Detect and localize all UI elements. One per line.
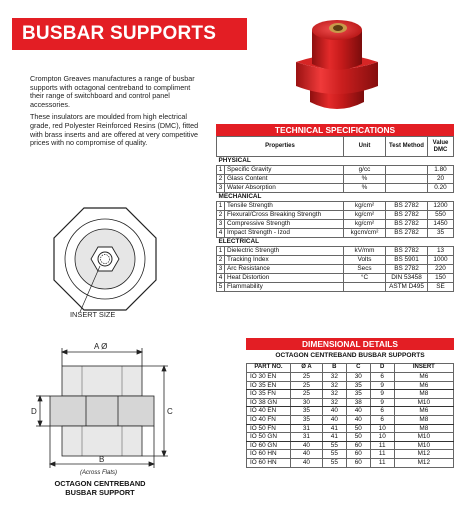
dim-a-label: A Ø — [94, 342, 108, 351]
col-test-method: Test Method — [386, 137, 428, 157]
dim-c-label: C — [167, 407, 173, 416]
spec-section-row — [217, 238, 454, 247]
dimensional-subheader-text: OCTAGON CENTREBAND BUSBAR SUPPORTS — [275, 352, 425, 359]
dim-cell: 10 — [370, 433, 394, 442]
intro-paragraph-1: Crompton Greaves manufactures a range of busbar supports with octagonal centreband to compliment their range of switchboard and control panel accessories. — [30, 74, 195, 109]
dim-cell: 40 — [291, 450, 323, 459]
dim-cell: 41 — [322, 433, 346, 442]
intro-text — [30, 75, 200, 152]
insert-size-label: INSERT SIZE — [70, 310, 116, 319]
spec-test-method — [386, 184, 428, 193]
spec-section-name: MECHANICAL — [217, 193, 454, 202]
spec-property: Compressive Strength — [225, 220, 344, 229]
dim-cell: 31 — [291, 433, 323, 442]
dim-cell: 60 — [346, 441, 370, 450]
dim-b-label: B — [99, 455, 105, 464]
dim-row — [247, 450, 454, 459]
spec-row — [217, 175, 454, 184]
dim-col-header: PART NO. — [247, 364, 291, 373]
spec-test-method: DIN 53458 — [386, 274, 428, 283]
dim-cell: 11 — [370, 441, 394, 450]
spec-unit — [344, 283, 386, 292]
spec-property: Flammability — [225, 283, 344, 292]
spec-row — [217, 202, 454, 211]
spec-row-number: 4 — [217, 229, 225, 238]
dim-cell: 35 — [346, 381, 370, 390]
dim-cell: 25 — [291, 373, 323, 382]
dimensional-subheader — [246, 350, 454, 361]
dim-part-number: IO 30 EN — [247, 373, 291, 382]
spec-property: Specific Gravity — [225, 166, 344, 175]
dim-cell: 25 — [291, 381, 323, 390]
spec-test-method: BS 5901 — [386, 256, 428, 265]
spec-property: Glass Content — [225, 175, 344, 184]
spec-row-number: 3 — [217, 220, 225, 229]
spec-unit: Secs — [344, 265, 386, 274]
dim-cell: M6 — [394, 373, 453, 382]
dim-row — [247, 433, 454, 442]
dim-cell: 32 — [322, 373, 346, 382]
dim-cell: 38 — [346, 398, 370, 407]
product-photo — [282, 6, 392, 118]
dim-part-number: IO 50 GN — [247, 433, 291, 442]
spec-property: Dielectric Strength — [225, 247, 344, 256]
spec-row-number: 1 — [217, 166, 225, 175]
spec-row-number: 3 — [217, 184, 225, 193]
spec-test-method: ASTM D495 — [386, 283, 428, 292]
spec-row-number: 2 — [217, 175, 225, 184]
dim-cell: M12 — [394, 450, 453, 459]
dim-row — [247, 373, 454, 382]
dim-cell: 35 — [346, 390, 370, 399]
spec-section-name: ELECTRICAL — [217, 238, 454, 247]
dim-cell: 50 — [346, 433, 370, 442]
spec-property: Water Absorption — [225, 184, 344, 193]
dim-row — [247, 424, 454, 433]
dim-cell: 40 — [346, 407, 370, 416]
dim-cell: 40 — [322, 415, 346, 424]
dim-cell: 9 — [370, 390, 394, 399]
dim-d-label: D — [31, 407, 37, 416]
spec-value: 1000 — [428, 256, 454, 265]
spec-value: 1200 — [428, 202, 454, 211]
dim-part-number: IO 40 EN — [247, 407, 291, 416]
dim-cell: 11 — [370, 450, 394, 459]
dimensional-header: DIMENSIONAL DETAILS — [246, 338, 454, 350]
spec-test-method — [386, 166, 428, 175]
spec-unit: g/cc — [344, 166, 386, 175]
dim-cell: 6 — [370, 373, 394, 382]
spec-property: Impact Strength - Izod — [225, 229, 344, 238]
spec-test-method: BS 2782 — [386, 229, 428, 238]
spec-row-number: 3 — [217, 265, 225, 274]
spec-row — [217, 247, 454, 256]
dim-col-header: B — [322, 364, 346, 373]
spec-row-number: 5 — [217, 283, 225, 292]
spec-section-row — [217, 157, 454, 166]
dim-cell: M12 — [394, 458, 453, 467]
dim-part-number: IO 40 FN — [247, 415, 291, 424]
dim-cell: 25 — [291, 390, 323, 399]
spec-unit: kg/cm² — [344, 211, 386, 220]
spec-value: 0.20 — [428, 184, 454, 193]
dim-part-number: IO 50 FN — [247, 424, 291, 433]
tech-spec-header: TECHNICAL SPECIFICATIONS — [216, 124, 454, 136]
spec-row — [217, 211, 454, 220]
spec-unit: °C — [344, 274, 386, 283]
spec-unit: % — [344, 184, 386, 193]
dim-cell: M10 — [394, 441, 453, 450]
spec-value: 220 — [428, 265, 454, 274]
spec-row-number: 1 — [217, 202, 225, 211]
caption-line-2: BUSBAR SUPPORT — [65, 488, 135, 497]
spec-row-number: 4 — [217, 274, 225, 283]
dim-cell: 55 — [322, 458, 346, 467]
dim-cell: M6 — [394, 407, 453, 416]
spec-value: 550 — [428, 211, 454, 220]
dim-cell: M10 — [394, 433, 453, 442]
spec-row — [217, 184, 454, 193]
dim-row — [247, 441, 454, 450]
dim-part-number: IO 35 FN — [247, 390, 291, 399]
dim-cell: 55 — [322, 441, 346, 450]
spec-row-number: 2 — [217, 256, 225, 265]
spec-test-method: BS 2782 — [386, 247, 428, 256]
col-properties: Properties — [217, 137, 344, 157]
spec-value: 1450 — [428, 220, 454, 229]
dim-cell: 11 — [370, 458, 394, 467]
tech-spec-table — [216, 136, 454, 292]
page-title: BUSBAR SUPPORTS — [12, 18, 247, 50]
col-unit: Unit — [344, 137, 386, 157]
side-view-drawing — [22, 336, 172, 486]
spec-test-method: BS 2782 — [386, 211, 428, 220]
spec-value: 1.80 — [428, 166, 454, 175]
dim-part-number: IO 60 HN — [247, 450, 291, 459]
dim-part-number: IO 60 HN — [247, 458, 291, 467]
dim-cell: 6 — [370, 415, 394, 424]
spec-test-method — [386, 175, 428, 184]
spec-unit: kg/cm² — [344, 220, 386, 229]
dim-cell: 30 — [291, 398, 323, 407]
spec-row-number: 1 — [217, 247, 225, 256]
spec-value: 13 — [428, 247, 454, 256]
dim-row — [247, 381, 454, 390]
spec-section-row — [217, 193, 454, 202]
dim-col-header: D — [370, 364, 394, 373]
dim-cell: M10 — [394, 398, 453, 407]
dim-cell: M8 — [394, 415, 453, 424]
dim-row — [247, 407, 454, 416]
dim-cell: 32 — [322, 390, 346, 399]
dim-col-header: C — [346, 364, 370, 373]
spec-section-name: PHYSICAL — [217, 157, 454, 166]
spec-row — [217, 274, 454, 283]
spec-value: 20 — [428, 175, 454, 184]
dim-cell: 31 — [291, 424, 323, 433]
spec-property: Tensile Strength — [225, 202, 344, 211]
spec-property: Arc Resistance — [225, 265, 344, 274]
spec-row — [217, 166, 454, 175]
spec-value: SE — [428, 283, 454, 292]
dim-cell: 9 — [370, 398, 394, 407]
spec-property: Flexural/Cross Breaking Strength — [225, 211, 344, 220]
spec-value: 35 — [428, 229, 454, 238]
dimensional-table — [246, 363, 454, 468]
dim-cell: 55 — [322, 450, 346, 459]
dim-cell: M8 — [394, 424, 453, 433]
spec-row — [217, 229, 454, 238]
across-flats-label: (Across Flats) — [80, 470, 118, 476]
dim-cell: M8 — [394, 390, 453, 399]
caption-line-1: OCTAGON CENTREBAND — [54, 479, 146, 488]
dim-cell: 32 — [322, 398, 346, 407]
dim-cell: 40 — [291, 458, 323, 467]
dim-cell: M6 — [394, 381, 453, 390]
intro-paragraph-2: These insulators are moulded from high electrical grade, red Polyester Reinforced Resins (DMC), fitted with brass inserts and are offered at very competitive prices with no compromise of quality. — [30, 112, 199, 148]
spec-unit: kgcm/cm² — [344, 229, 386, 238]
dim-cell: 40 — [346, 415, 370, 424]
side-view-caption — [30, 479, 170, 497]
spec-property: Tracking Index — [225, 256, 344, 265]
spec-unit: % — [344, 175, 386, 184]
spec-test-method: BS 2782 — [386, 202, 428, 211]
dim-row — [247, 458, 454, 467]
dim-cell: 9 — [370, 381, 394, 390]
dim-cell: 40 — [322, 407, 346, 416]
dim-cell: 30 — [346, 373, 370, 382]
dim-cell: 6 — [370, 407, 394, 416]
dim-cell: 35 — [291, 407, 323, 416]
spec-row — [217, 220, 454, 229]
spec-unit: kV/mm — [344, 247, 386, 256]
dim-col-header: INSERT — [394, 364, 453, 373]
dim-cell: 60 — [346, 450, 370, 459]
dim-part-number: IO 38 GN — [247, 398, 291, 407]
spec-test-method: BS 2782 — [386, 265, 428, 274]
spec-value: 150 — [428, 274, 454, 283]
spec-row-number: 2 — [217, 211, 225, 220]
spec-test-method: BS 2782 — [386, 220, 428, 229]
spec-row — [217, 265, 454, 274]
spec-unit: kg/cm² — [344, 202, 386, 211]
dim-part-number: IO 60 GN — [247, 441, 291, 450]
dim-cell: 32 — [322, 381, 346, 390]
spec-unit: Volts — [344, 256, 386, 265]
spec-row — [217, 256, 454, 265]
dim-cell: 40 — [291, 441, 323, 450]
spec-property: Heat Distortion — [225, 274, 344, 283]
dim-col-header: Ø A — [291, 364, 323, 373]
top-view-drawing — [50, 204, 160, 320]
dim-cell: 10 — [370, 424, 394, 433]
col-value: Value DMC — [428, 137, 454, 157]
dim-row — [247, 390, 454, 399]
dim-cell: 60 — [346, 458, 370, 467]
dim-row — [247, 398, 454, 407]
spec-row — [217, 283, 454, 292]
dim-cell: 41 — [322, 424, 346, 433]
dim-cell: 35 — [291, 415, 323, 424]
dim-row — [247, 415, 454, 424]
dim-part-number: IO 35 EN — [247, 381, 291, 390]
dim-cell: 50 — [346, 424, 370, 433]
